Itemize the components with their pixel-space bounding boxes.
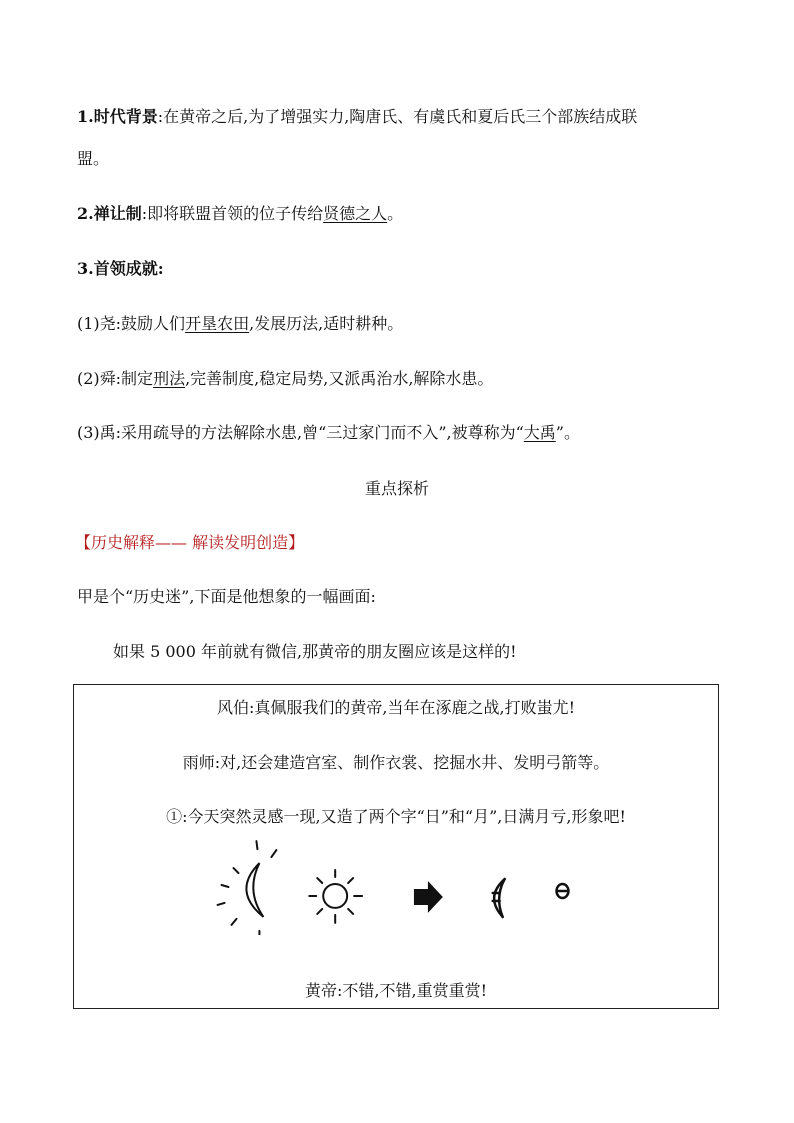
- item-text-end: 。: [387, 204, 404, 223]
- item-label: 首领成就: [93, 259, 158, 278]
- moon-character-icon: [493, 879, 505, 917]
- sun-character-icon: [557, 884, 569, 898]
- achievement-yao: [77, 312, 403, 336]
- item-label: 时代背景: [93, 107, 158, 126]
- leader-achievements-heading: [77, 257, 164, 281]
- background-item-continuation: 盟。: [77, 149, 110, 168]
- sun-icon: [309, 870, 362, 923]
- item-label: 禅让制: [93, 204, 142, 223]
- item-text: :在黄帝之后,为了增强实力,陶唐氏、有虞氏和夏后氏三个部族结成联: [157, 107, 638, 126]
- item-number: 3.: [77, 259, 94, 278]
- achievement-rest: ”。: [555, 423, 580, 442]
- item-colon: :: [157, 259, 164, 278]
- abdication-item: [77, 202, 403, 226]
- wechat-moments-box: [73, 684, 719, 1009]
- item-number: 2.: [77, 204, 94, 223]
- underlined-keyword: 大禹: [523, 423, 556, 442]
- achievement-rest: ,完善制度,稳定局势,又派禹治水,解除水患。: [185, 369, 494, 388]
- drawings-illustration: [74, 835, 718, 935]
- chat-message-numbered: ①:今天突然灵感一现,又造了两个字“日”和“月”,日满月亏,形象吧!: [166, 807, 626, 826]
- underlined-keyword: 开垦农田: [185, 314, 250, 333]
- chat-message-yushi: 雨师:对,还会建造宫室、制作衣裳、挖掘水井、发明弓箭等。: [182, 753, 610, 772]
- underlined-keyword: 贤德之人: [323, 204, 388, 223]
- background-item: [77, 105, 637, 129]
- intro-line-indented: 如果 5 000 年前就有微信,那黄帝的朋友圈应该是这样的!: [113, 642, 517, 661]
- achievement-rest: ,发展历法,适时耕种。: [249, 314, 404, 333]
- achievement-yu: [77, 421, 580, 445]
- section-title: 重点探析: [364, 479, 429, 498]
- item-number: 1.: [77, 107, 94, 126]
- item-text: :即将联盟首领的位子传给: [141, 204, 324, 223]
- achievement-prefix: (1)尧:鼓励人们: [77, 314, 186, 333]
- achievement-shun: [77, 367, 493, 391]
- underlined-keyword: 刑法: [153, 369, 186, 388]
- achievement-prefix: (3)禹:采用疏导的方法解除水患,曾“三过家门而不入”,被尊称为“: [77, 423, 524, 442]
- arrow-right-icon: [414, 881, 443, 913]
- crescent-moon-icon: [218, 841, 277, 935]
- section-tag: 【历史解释—— 解读发明创造】: [75, 533, 305, 552]
- intro-line: 甲是个“历史迷”,下面是他想象的一幅画面:: [77, 587, 376, 606]
- chat-message-huangdi: 黄帝:不错,不错,重赏重赏!: [305, 981, 487, 1000]
- chat-message-fengbo: 风伯:真佩服我们的黄帝,当年在涿鹿之战,打败蚩尤!: [217, 698, 575, 717]
- achievement-prefix: (2)舜:制定: [77, 369, 154, 388]
